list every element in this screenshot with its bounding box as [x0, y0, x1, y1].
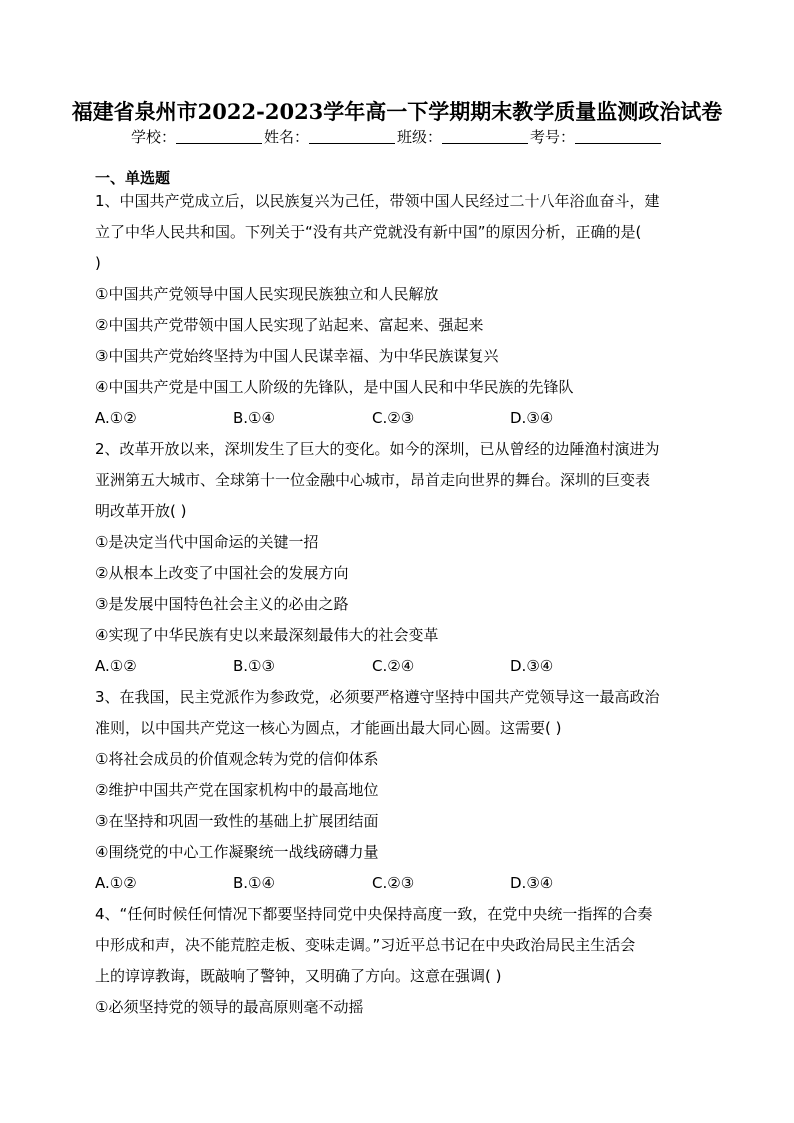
- question-stem-line: 2、改革开放以来，深圳发生了巨大的变化。如今的深圳，已从曾经的边陲渔村演进为: [95, 440, 660, 458]
- statement-item: ③是发展中国特色社会主义的必由之路: [95, 595, 349, 613]
- class-label: 班级：: [397, 128, 443, 146]
- question-stem-line: ): [95, 254, 101, 272]
- statement-item: ②维护中国共产党在国家机构中的最高地位: [95, 781, 379, 799]
- answer-option[interactable]: B.①③: [233, 657, 275, 675]
- statement-item: ①将社会成员的价值观念转为党的信仰体系: [95, 750, 379, 768]
- question-block: [95, 186, 703, 434]
- answer-options: [95, 651, 703, 682]
- question-stem-line: 4、“任何时候任何情况下都要坚持同党中央保持高度一致，在党中央统一指挥的合奏: [95, 905, 653, 923]
- answer-option[interactable]: D.③④: [510, 657, 554, 675]
- class-blank: [442, 129, 528, 144]
- exam-no-blank: [575, 129, 661, 144]
- question-stem-line: 3、在我国，民主党派作为参政党，必须要严格遵守坚持中国共产党领导这一最高政治: [95, 688, 660, 706]
- question-stem-line: 立了中华人民共和国。下列关于“没有共产党就没有新中国”的原因分析，正确的是(: [95, 223, 642, 241]
- statement-item: ③在坚持和巩固一致性的基础上扩展团结面: [95, 812, 379, 830]
- question-block: [95, 682, 703, 899]
- statement-item: ③中国共产党始终坚持为中国人民谋幸福、为中华民族谋复兴: [95, 347, 499, 365]
- answer-option[interactable]: D.③④: [510, 874, 554, 892]
- name-blank: [309, 129, 395, 144]
- question-stem-line: 上的谆谆教诲，既敲响了警钟，又明确了方向。这意在强调( ): [95, 967, 502, 985]
- question-stem-line: 准则，以中国共产党这一核心为圆点，才能画出最大同心圆。这需要( ): [95, 719, 562, 737]
- answer-option[interactable]: A.①②: [95, 657, 137, 675]
- answer-option[interactable]: B.①④: [233, 409, 275, 427]
- answer-option[interactable]: B.①④: [233, 874, 275, 892]
- question-block: [95, 899, 703, 1023]
- answer-option[interactable]: D.③④: [510, 409, 554, 427]
- statement-item: ①是决定当代中国命运的关键一招: [95, 533, 319, 551]
- statement-item: ④中国共产党是中国工人阶级的先锋队，是中国人民和中华民族的先锋队: [95, 378, 574, 396]
- page-title: 福建省泉州市2022-2023学年高一下学期期末教学质量监测政治试卷: [71, 99, 723, 124]
- statement-item: ④实现了中华民族有史以来最深刻最伟大的社会变革: [95, 626, 439, 644]
- question-stem-line: 亚洲第五大城市、全球第十一位金融中心城市，昂首走向世界的舞台。深圳的巨变表: [95, 471, 651, 489]
- name-label: 姓名：: [263, 128, 309, 146]
- answer-options: [95, 868, 703, 899]
- school-label: 学校：: [130, 128, 176, 146]
- answer-option[interactable]: A.①②: [95, 409, 137, 427]
- question-stem-line: 1、中国共产党成立后，以民族复兴为己任，带领中国人民经过二十八年浴血奋斗，建: [95, 192, 660, 210]
- statement-item: ①必须坚持党的领导的最高原则毫不动摇: [95, 998, 364, 1016]
- answer-option[interactable]: A.①②: [95, 874, 137, 892]
- questions-list: [95, 186, 703, 1023]
- answer-option[interactable]: C.②③: [372, 874, 415, 892]
- section-title: 一、单选题: [95, 169, 171, 187]
- statement-item: ②中国共产党带领中国人民实现了站起来、富起来、强起来: [95, 316, 484, 334]
- school-blank: [176, 129, 262, 144]
- statement-item: ①中国共产党领导中国人民实现民族独立和人民解放: [95, 285, 439, 303]
- answer-options: [95, 403, 703, 434]
- statement-item: ④围绕党的中心工作凝聚统一战线磅礴力量: [95, 843, 379, 861]
- question-stem-line: 中形成和声，决不能荒腔走板、变味走调。”习近平总书记在中央政治局民主生活会: [95, 936, 636, 954]
- question-block: [95, 434, 703, 682]
- statement-item: ②从根本上改变了中国社会的发展方向: [95, 564, 349, 582]
- student-info-line: [0, 126, 794, 147]
- exam-no-label: 考号：: [530, 128, 576, 146]
- question-stem-line: 明改革开放( ): [95, 502, 187, 520]
- answer-option[interactable]: C.②④: [372, 657, 415, 675]
- answer-option[interactable]: C.②③: [372, 409, 415, 427]
